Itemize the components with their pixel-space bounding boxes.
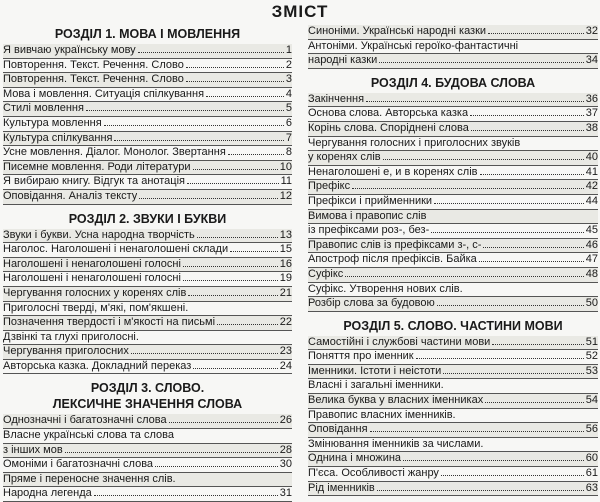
section-5-list [308,336,598,497]
toc-page-number: 52 [585,350,598,363]
toc-entry-title: Усне мовлення. Діалог. Монолог. Звертання [3,146,226,159]
toc-entry-title: Однозначні і багатозначні слова [3,414,167,427]
toc-entry [3,444,292,459]
toc-entry [308,107,598,122]
toc-entry-title: Префікс [308,180,351,193]
toc-entry [308,438,598,453]
toc-leader-dots [492,344,583,345]
toc-entry [308,93,598,108]
toc-page-number: 12 [279,189,292,202]
toc-page-number: 38 [585,121,598,134]
toc-entry-title: Омоніми і багатозначні слова [3,458,154,471]
toc-page-number: 10 [279,160,292,173]
toc-leader-dots [483,247,583,248]
toc-entry [308,54,598,69]
toc-entry [3,73,292,88]
toc-entry-title: Суфікс [308,267,344,280]
toc-page-number: 24 [279,359,292,372]
toc-entry-title: Оповідання. Аналіз тексту [3,189,138,202]
toc-entry-title: Пряме і переносне значення слів. [3,472,176,485]
section-2-list [3,229,292,375]
toc-entry-title: Правопис власних іменників. [308,408,456,421]
toc-page-number: 63 [585,481,598,494]
toc-leader-dots [197,237,278,238]
toc-page-number: 41 [585,165,598,178]
toc-entry-title: Синоніми. Українські народні казки [308,25,487,37]
section-heading-2: РОЗДІЛ 2. ЗВУКИ І БУКВИ [68,211,227,226]
toc-leader-dots [183,266,278,267]
toc-entry [308,452,598,467]
toc-page-number: 53 [585,364,598,377]
toc-leader-dots [377,490,584,491]
toc-entry [308,297,598,312]
toc-entry [308,195,598,210]
toc-entry-title: у коренях слів [308,151,381,164]
toc-entry [308,283,598,298]
toc-entry [308,379,598,394]
toc-entry-title: Поняття про іменник [308,350,414,363]
toc-page-number: 60 [585,452,598,465]
toc-entry [308,137,598,152]
section-heading-3-subtitle: ЛЕКСИЧНЕ ЗНАЧЕННЯ СЛОВА [52,397,243,412]
toc-leader-dots [441,475,584,476]
toc-entry [3,360,292,375]
toc-leader-dots [485,402,584,403]
toc-leader-dots [228,154,284,155]
toc-page-number: 44 [585,194,598,207]
toc-entry-title: Власні і загальні іменники. [308,379,444,392]
section-heading-5: РОЗДІЛ 5. СЛОВО. ЧАСТИНИ МОВИ [343,318,563,333]
toc-entry-title: Правопис слів із префіксами з-, с- [308,238,482,251]
toc-left-column [3,25,292,502]
toc-leader-dots [131,353,278,354]
toc-entry-title: з інших мов [3,443,63,456]
toc-entry [3,146,292,161]
toc-page-number: 5 [285,102,292,115]
toc-page-number: 4 [285,87,292,100]
toc-leader-dots [470,115,584,116]
toc-page-number: 45 [585,224,598,237]
toc-entry-title: Приголосні тверді, м'які, пом'якшені. [3,301,189,314]
toc-entry-title: Самостійні і службові частини мови [308,335,491,348]
toc-entry [3,258,292,273]
toc-entry [3,88,292,103]
toc-entry-title: Основа слова. Авторська казка [308,107,469,120]
toc-page-number: 30 [279,458,292,471]
page-title: ЗМІСТ [271,2,329,21]
toc-entry-title: Однина і множина [308,452,402,465]
toc-entry [3,302,292,317]
toc-leader-dots [139,198,277,199]
toc-page-number: 48 [585,267,598,280]
toc-entry-title: Корінь слова. Споріднені слова [308,121,469,134]
toc-entry [3,487,292,502]
toc-leader-dots [345,276,583,277]
toc-leader-dots [193,169,278,170]
toc-leader-dots [379,62,584,63]
toc-entry [3,132,292,147]
toc-page-number: 40 [585,151,598,164]
toc-entry-title: Повторення. Текст. Речення. Слово [3,58,184,71]
toc-leader-dots [443,373,583,374]
toc-page-number: 34 [585,54,598,67]
toc-page-number: 37 [585,107,598,120]
toc-entry [3,161,292,176]
toc-entry-title: Чергування голосних у коренях слів [3,286,187,299]
toc-leader-dots [366,101,584,102]
toc-entry-title: Культура мовлення [3,116,102,129]
toc-page-number: 36 [585,92,598,105]
toc-page-number: 46 [585,238,598,251]
toc-entry [308,467,598,482]
toc-entry [308,122,598,137]
toc-page-number: 47 [585,253,598,266]
toc-page-number: 6 [285,116,292,129]
toc-entry-title: Я вибираю книгу. Відгук та анотація [3,175,185,188]
toc-entry-title: Мова і мовлення. Ситуація спілкування [3,87,205,100]
toc-entry [3,59,292,74]
toc-page-number: 31 [279,487,292,500]
toc-leader-dots [65,452,278,453]
toc-leader-dots [138,52,284,53]
toc-entry [308,268,598,283]
toc-page-number: 56 [585,423,598,436]
toc-entry [3,316,292,331]
toc-entry [308,40,598,55]
toc-right-column [308,25,598,496]
toc-leader-dots [187,183,279,184]
toc-entry-title: Я вивчаю українську мову [3,44,136,56]
toc-leader-dots [434,203,584,204]
toc-entry-title: із префіксами роз-, без- [308,224,430,237]
toc-page-number: 21 [279,286,292,299]
toc-entry [3,414,292,429]
toc-entry-title: Ненаголошені е, и в коренях слів [308,165,478,178]
toc-entry-title: Стилі мовлення [3,102,84,115]
toc-entry [308,409,598,424]
section-heading-1: РОЗДІЛ 1. МОВА І МОВЛЕННЯ [54,27,241,41]
toc-entry-title: Розбір слова за будовою [308,297,435,310]
toc-page-number: 51 [585,335,598,348]
toc-entry [308,350,598,365]
toc-entry-title: Антоніми. Українські героїко-фантастичні [308,39,519,52]
toc-page-number: 16 [279,257,292,270]
toc-entry-title: Оповідання [308,423,368,436]
toc-entry-title: Повторення. Текст. Речення. Слово [3,73,184,86]
toc-page-number: 11 [280,175,292,188]
toc-entry-title: Звуки і букви. Усна народна творчість [3,228,195,241]
toc-leader-dots [183,280,278,281]
toc-entry [308,365,598,380]
toc-page-number: 3 [285,73,292,86]
toc-leader-dots [206,96,284,97]
toc-leader-dots [471,130,584,131]
toc-entry-title: Авторська казка. Докладний переказ [3,359,192,372]
toc-entry [308,180,598,195]
toc-leader-dots [230,251,278,252]
toc-leader-dots [155,466,278,467]
toc-entry-title: Наголос. Наголошені і ненаголошені склади [3,243,229,256]
toc-page-number: 26 [279,414,292,427]
toc-leader-dots [352,188,584,189]
toc-entry-title: Іменники. Істоти і неістоти [308,364,442,377]
toc-leader-dots [480,174,584,175]
toc-entry-title: Чергування приголосних [3,345,129,358]
toc-entry [3,458,292,473]
toc-leader-dots [86,110,284,111]
toc-page-number: 61 [585,467,598,480]
toc-leader-dots [383,159,584,160]
toc-leader-dots [114,140,283,141]
toc-entry [308,151,598,166]
toc-entry-title: Позначення твердості і м'якості на письмі [3,316,216,329]
toc-entry [308,253,598,268]
section-1-list [3,44,292,205]
toc-entry [3,190,292,205]
toc-leader-dots [169,422,278,423]
toc-entry [308,336,598,351]
toc-entry [3,345,292,360]
toc-page-number: 15 [279,243,292,256]
section-heading-4: РОЗДІЛ 4. БУДОВА СЛОВА [370,75,536,90]
toc-page-number: 2 [285,58,292,71]
toc-leader-dots [193,368,277,369]
toc-entry-title: Апостроф після префіксів. Байка [308,253,477,266]
toc-entry-title: Писемне мовлення. Роди літератури [3,160,191,173]
toc-leader-dots [94,495,278,496]
toc-entry [3,272,292,287]
toc-entry-title: народні казки [308,54,378,67]
toc-entry-title: Народна легенда [3,487,92,500]
toc-entry [3,175,292,190]
toc-leader-dots [217,324,278,325]
toc-entry [3,102,292,117]
toc-entry [308,25,598,40]
toc-leader-dots [188,295,277,296]
toc-leader-dots [370,431,584,432]
toc-page-number: 54 [585,394,598,407]
toc-entry-title: Рід іменників [308,481,375,494]
section-heading-3 [3,380,292,412]
toc-entry [308,210,598,225]
toc-entry-title: Власне українські слова та слова [3,429,174,442]
toc-entry [3,429,292,444]
toc-entry-title: Наголошені і ненаголошені голосні [3,257,181,270]
section-3-continued-list [308,25,598,69]
section-3-list [3,414,292,502]
toc-entry [3,229,292,244]
section-heading-3-title: РОЗДІЛ 3. СЛОВО. [90,381,205,396]
toc-entry [308,394,598,409]
toc-page-number: 42 [585,180,598,193]
toc-entry [3,44,292,59]
toc-entry-title: Вимова і правопис слів [308,209,427,222]
toc-entry [308,166,598,181]
toc-entry-title: Змінювання іменників за числами. [308,437,484,450]
toc-entry-title: Наголошені і ненаголошені голосні [3,272,181,285]
toc-entry-title: Культура спілкування [3,131,113,144]
toc-page-number: 32 [585,25,598,37]
toc-leader-dots [488,33,584,34]
toc-leader-dots [416,358,584,359]
toc-page-number: 19 [279,272,292,285]
toc-entry [3,473,292,488]
toc-page-number: 22 [279,316,292,329]
toc-leader-dots [403,460,584,461]
toc-entry [3,331,292,346]
toc-entry [3,117,292,132]
toc-entry-title: П'єса. Особливості жанру [308,467,439,480]
toc-leader-dots [437,305,584,306]
toc-page-number: 23 [279,345,292,358]
toc-entry [308,482,598,497]
toc-entry-title: Суфікс. Утворення нових слів. [308,282,463,295]
toc-entry-title: Чергування голосних і приголосних звуків [308,136,521,149]
toc-page-number: 7 [285,131,292,144]
toc-leader-dots [479,261,584,262]
toc-entry [308,423,598,438]
toc-entry-title: Закінчення [308,92,365,105]
toc-entry-title: Велика буква у власних іменниках [308,394,484,407]
toc-leader-dots [186,81,284,82]
toc-entry-title: Дзвінкі та глухі приголосні. [3,330,139,343]
toc-leader-dots [186,67,284,68]
toc-page-number: 28 [279,443,292,456]
toc-page-number: 1 [285,44,292,56]
section-4-list [308,93,598,312]
toc-page-number: 13 [279,228,292,241]
toc-leader-dots [104,125,284,126]
toc-entry [3,287,292,302]
toc-entry [308,239,598,254]
toc-entry [308,224,598,239]
toc-page-number: 8 [285,146,292,159]
toc-entry-title: Префікси і прийменники [308,194,433,207]
toc-entry [3,243,292,258]
toc-page-number: 50 [585,297,598,310]
toc-leader-dots [431,232,584,233]
